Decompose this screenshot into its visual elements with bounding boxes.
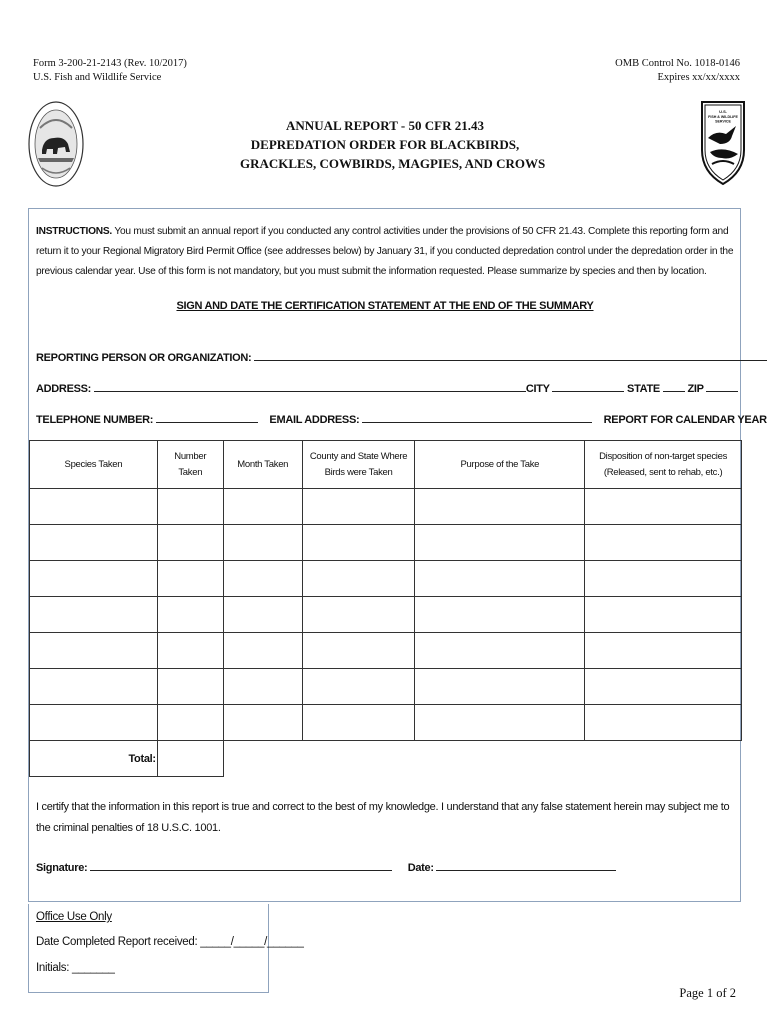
telephone-row <box>36 412 770 426</box>
table-cell[interactable] <box>223 561 302 597</box>
date-label: Date: <box>407 862 434 874</box>
table-cell[interactable] <box>415 489 585 525</box>
col-header-species: Species Taken <box>30 441 158 489</box>
instructions-label: INSTRUCTIONS. <box>36 226 112 237</box>
title-line-1: ANNUAL REPORT - 50 CFR 21.43 <box>286 118 484 133</box>
total-row-spacer <box>223 741 741 777</box>
city-field[interactable] <box>552 381 624 392</box>
table-cell[interactable] <box>302 669 415 705</box>
table-cell[interactable] <box>157 705 223 741</box>
address-row <box>36 381 738 395</box>
col-header-month: Month Taken <box>223 441 302 489</box>
table-cell[interactable] <box>415 525 585 561</box>
table-cell[interactable] <box>585 705 742 741</box>
reporting-person-row <box>36 350 767 364</box>
col-header-disposition: Disposition of non-target species (Released, sent to rehab, etc.) <box>585 441 742 489</box>
address-field[interactable] <box>94 381 526 392</box>
form-number: Form 3-200-21-2143 (Rev. 10/2017) <box>33 58 187 69</box>
form-header-left <box>33 57 187 85</box>
table-cell[interactable] <box>223 489 302 525</box>
signature-label: Signature: <box>36 862 88 874</box>
table-row <box>30 705 742 741</box>
calendar-year-label: REPORT FOR CALENDAR YEAR <box>603 414 767 426</box>
fws-shield-logo <box>700 100 746 186</box>
instructions-paragraph <box>36 222 736 282</box>
table-cell[interactable] <box>157 669 223 705</box>
table-cell[interactable] <box>223 633 302 669</box>
table-cell[interactable] <box>223 669 302 705</box>
zip-field[interactable] <box>706 381 738 392</box>
table-cell[interactable] <box>302 705 415 741</box>
table-cell[interactable] <box>157 525 223 561</box>
table-cell[interactable] <box>157 489 223 525</box>
table-cell[interactable] <box>585 633 742 669</box>
instructions-text: You must submit an annual report if you conducted any control activities under the provisions of 50 CFR 21.43. Complete this reporting form and return it to your Regional Migratory Bird Permit Office (see addresses below) by January 31, if you conducted depredation control under the depredation order in the previous calendar year. Use of this form is not mandatory, but you must submit the information requested. Please summarize by species and then by location. <box>36 226 734 277</box>
species-take-table <box>29 440 742 777</box>
office-use-title: Office Use Only <box>36 911 112 923</box>
table-cell[interactable] <box>585 525 742 561</box>
table-cell[interactable] <box>223 525 302 561</box>
table-cell[interactable] <box>415 705 585 741</box>
interior-seal-logo <box>28 100 84 188</box>
page-number: Page 1 of 2 <box>679 986 736 1000</box>
telephone-label: TELEPHONE NUMBER: <box>36 414 154 426</box>
svg-text:U.S.: U.S. <box>719 109 727 114</box>
signature-field[interactable] <box>90 860 392 871</box>
telephone-field[interactable] <box>156 412 258 423</box>
table-cell[interactable] <box>585 489 742 525</box>
total-row <box>30 741 742 777</box>
col-header-county-state: County and State Where Birds were Taken <box>302 441 415 489</box>
office-date-received: Date Completed Report received: _____/_____/______ <box>36 936 304 948</box>
svg-text:SERVICE: SERVICE <box>715 119 731 124</box>
email-field[interactable] <box>362 412 592 423</box>
table-cell[interactable] <box>585 561 742 597</box>
table-row <box>30 561 742 597</box>
table-cell[interactable] <box>302 597 415 633</box>
zip-label: ZIP <box>687 383 704 395</box>
table-cell[interactable] <box>223 705 302 741</box>
table-cell[interactable] <box>30 633 158 669</box>
table-cell[interactable] <box>30 705 158 741</box>
table-cell[interactable] <box>157 633 223 669</box>
table-header-row <box>30 441 742 489</box>
table-cell[interactable] <box>157 561 223 597</box>
address-label: ADDRESS: <box>36 383 92 395</box>
table-cell[interactable] <box>302 489 415 525</box>
col-header-number: Number Taken <box>157 441 223 489</box>
sign-certification-heading: SIGN AND DATE THE CERTIFICATION STATEMENT AT THE END OF THE SUMMARY <box>176 300 594 312</box>
table-row <box>30 669 742 705</box>
signature-row <box>36 860 616 874</box>
table-row <box>30 525 742 561</box>
reporting-person-field[interactable] <box>254 350 767 361</box>
total-label: Total: <box>30 741 158 777</box>
table-row <box>30 597 742 633</box>
email-label: EMAIL ADDRESS: <box>269 414 360 426</box>
table-cell[interactable] <box>302 633 415 669</box>
table-cell[interactable] <box>415 669 585 705</box>
certification-statement: I certify that the information in this report is true and correct to the best of my knowledge. I understand that any false statement herein may subject me to the criminal penalties of 18 U.S.C. 1001. <box>36 801 730 834</box>
agency-name: U.S. Fish and Wildlife Service <box>33 72 162 83</box>
table-cell[interactable] <box>157 597 223 633</box>
col-header-purpose: Purpose of the Take <box>415 441 585 489</box>
form-header-right <box>615 57 740 85</box>
table-cell[interactable] <box>302 525 415 561</box>
table-cell[interactable] <box>415 561 585 597</box>
reporting-person-label: REPORTING PERSON OR ORGANIZATION: <box>36 352 252 364</box>
state-field[interactable] <box>663 381 685 392</box>
omb-control-number: OMB Control No. 1018-0146 <box>615 58 740 69</box>
table-cell[interactable] <box>30 489 158 525</box>
table-cell[interactable] <box>30 669 158 705</box>
table-cell[interactable] <box>30 597 158 633</box>
office-initials: Initials: _______ <box>36 962 115 974</box>
table-cell[interactable] <box>415 597 585 633</box>
table-row <box>30 633 742 669</box>
table-cell[interactable] <box>30 525 158 561</box>
form-title <box>240 116 546 173</box>
state-label: STATE <box>627 383 660 395</box>
table-cell[interactable] <box>415 633 585 669</box>
table-cell[interactable] <box>223 597 302 633</box>
table-cell[interactable] <box>585 597 742 633</box>
table-row <box>30 489 742 525</box>
expiration-date: Expires xx/xx/xxxx <box>657 72 740 83</box>
table-cell[interactable] <box>30 561 158 597</box>
title-line-2: DEPREDATION ORDER FOR BLACKBIRDS, <box>250 137 520 152</box>
table-cell[interactable] <box>585 669 742 705</box>
svg-text:FISH & WILDLIFE: FISH & WILDLIFE <box>708 115 738 119</box>
city-label: CITY <box>525 383 550 395</box>
title-line-3: GRACKLES, COWBIRDS, MAGPIES, AND CROWS <box>240 156 546 171</box>
table-cell[interactable] <box>302 561 415 597</box>
date-field[interactable] <box>436 860 616 871</box>
total-number-cell[interactable] <box>157 741 223 777</box>
